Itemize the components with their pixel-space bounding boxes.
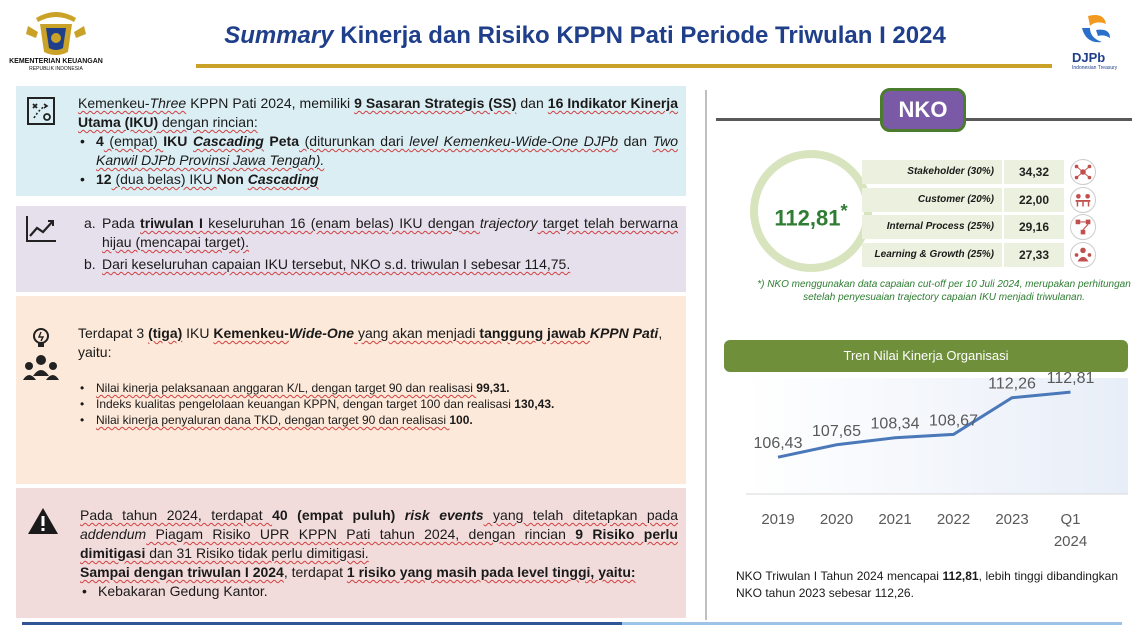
x-tick-label: 2023 [995, 511, 1029, 528]
warning-icon [26, 506, 60, 536]
iku-overview-box [16, 86, 686, 196]
nko-score-footnote-mark: * [840, 200, 848, 221]
list-item [78, 412, 678, 428]
footer-bar-dark [22, 622, 622, 625]
x-tick-label: 2019 [761, 511, 795, 528]
list-item [78, 380, 678, 396]
wide-one-intro [78, 324, 678, 362]
footer-bar-light [622, 622, 1122, 625]
text-fragment: dengan rincian: [158, 114, 258, 130]
text-fragment: Kemenkeu- [78, 95, 150, 111]
data-label: 112,26 [988, 375, 1036, 393]
component-label: Internal Process (25%) [862, 215, 1002, 239]
text-fragment: Indeks kualitas pengelolaan keuangan KPPN, dengan target 100 dan realisasi [96, 397, 515, 411]
nko-component-row [862, 243, 1100, 267]
text-fragment: (diturunkan dari [299, 133, 410, 149]
text-fragment: Pada [102, 215, 141, 231]
text-fragment: level Kemenkeu-Wide-One DJPb [409, 133, 618, 149]
text-fragment: risk events [404, 507, 484, 523]
text-fragment: Piagam Risiko UPR KPPN Pati tahun 2024, dengan rincian [146, 526, 576, 542]
title-underline [196, 64, 1052, 68]
text-fragment: target telah berwarna hijau (mencapai target). [102, 215, 678, 250]
text-fragment: Three [149, 95, 187, 111]
wide-one-box [16, 296, 686, 484]
text-fragment: Dari keseluruhan capaian IKU tersebut, NKO s.d. triwulan I sebesar 114,75. [102, 256, 571, 272]
component-value: 27,33 [1002, 243, 1064, 267]
nko-component-row [862, 215, 1100, 239]
text-fragment: Non [216, 171, 248, 187]
text-fragment: 100. [449, 413, 473, 427]
djpb-logo [1066, 10, 1136, 70]
nko-score-circle [750, 150, 872, 272]
component-label: Learning & Growth (25%) [862, 243, 1002, 267]
network-icon [1070, 159, 1096, 185]
text-fragment: NKO Triwulan I Tahun 2024 mencapai [736, 569, 943, 583]
vertical-divider [705, 90, 707, 620]
text-fragment: yang akan menjadi [354, 325, 480, 341]
nko-component-row [862, 160, 1100, 184]
nko-score [758, 200, 864, 231]
text-fragment: , yaitu: [78, 325, 663, 360]
data-label: 107,65 [812, 422, 861, 440]
text-fragment: dan [516, 95, 548, 111]
strategy-board-icon [26, 96, 56, 126]
data-label: 108,34 [870, 415, 920, 433]
risk-item [80, 582, 678, 601]
text-fragment: Nilai kinerja penyaluran dana TKD, dengan target 90 dan realisasi [96, 413, 450, 427]
text-fragment: Wide-One [288, 325, 355, 341]
process-icon [1070, 214, 1096, 240]
iku-achievement-box [16, 206, 686, 292]
x-tick-label: 2022 [936, 511, 971, 528]
title-main-part: Kinerja dan Risiko KPPN Pati Periode Triwulan I 2024 [333, 22, 946, 49]
text-fragment: Sampai dengan triwulan I 2024 [80, 564, 284, 580]
nko-summary [736, 568, 1118, 602]
text-fragment: Two Kanwil DJPb Provinsi Jawa Tengah). [96, 133, 679, 168]
text-fragment: tanggung jawab [479, 325, 590, 341]
achievement-point-a [84, 214, 678, 252]
text-fragment: Nilai kinerja pelaksanaan anggaran K/L, dengan target 90 dan realisasi [96, 381, 477, 395]
text-fragment: 12 [96, 171, 112, 187]
text-fragment: 1 risiko yang masih pada level tinggi, yaitu: [346, 564, 636, 580]
data-label: 106,43 [753, 435, 803, 453]
risk-box [16, 488, 686, 618]
risk-text [80, 506, 678, 601]
risk-high-level [80, 563, 678, 582]
page-title [110, 22, 1060, 50]
risk-paragraph [80, 506, 678, 563]
chart-title: Tren Nilai Kinerja Organisasi [724, 340, 1128, 372]
djpb-sublabel: Indonesian Treasury [1072, 65, 1118, 71]
nko-trend-chart [724, 370, 1128, 560]
component-value: 22,00 [1002, 188, 1064, 212]
text-fragment: yang telah ditetapkan pada [483, 507, 678, 523]
growth-icon [1070, 242, 1096, 268]
component-label: Stakeholder (30%) [862, 160, 1002, 184]
text-fragment: 9 Risiko perlu dimitigasi [80, 526, 678, 561]
text-fragment: Cascading [193, 133, 264, 149]
component-value: 29,16 [1002, 215, 1064, 239]
nko-component-row [862, 188, 1100, 212]
data-label: 108,67 [929, 412, 978, 430]
text-fragment: 130,43. [514, 397, 555, 411]
text-fragment: (tiga) [148, 325, 183, 341]
text-fragment: KPPN Pati 2024, memiliki [186, 95, 355, 111]
text-fragment: Pada tahun 2024, terdapat [80, 507, 273, 523]
kemenkeu-sublabel: REPUBLIK INDONESIA [29, 66, 83, 72]
text-fragment: IKU [163, 133, 193, 149]
list-marker: b. [84, 256, 96, 272]
iku-overview-text [78, 94, 678, 189]
text-fragment: 40 (empat puluh) [272, 507, 405, 523]
text-fragment: Terdapat 3 [78, 325, 149, 341]
achievement-point-b [84, 255, 678, 274]
text-fragment: dan 31 Risiko tidak perlu dimitigasi. [145, 545, 369, 561]
text-fragment: Cascading [247, 171, 319, 187]
non-cascading-bullet [78, 170, 678, 189]
text-fragment: keseluruhan 16 (enam belas) IKU dengan [202, 215, 480, 231]
component-label: Customer (20%) [862, 188, 1002, 212]
iku-intro-paragraph [78, 94, 678, 132]
iku-achievement-text [84, 214, 678, 274]
text-fragment: triwulan I [140, 215, 203, 231]
list-marker: a. [84, 215, 96, 231]
text-fragment: Peta [263, 133, 300, 149]
text-fragment: addendum [80, 526, 147, 542]
text-fragment: KPPN Pati [589, 325, 659, 341]
text-fragment: 16 Indikator Kinerja Utama (IKU) [78, 95, 678, 130]
text-fragment: 9 Sasaran Strategis (SS) [354, 95, 517, 111]
kemenkeu-logo [8, 8, 104, 72]
text-fragment: , terdapat [283, 564, 347, 580]
wide-one-list [78, 380, 678, 428]
x-tick-label: 2024 [1053, 533, 1088, 550]
kemenkeu-label: KEMENTERIAN KEUANGAN [9, 58, 103, 65]
title-italic-part: Summary [224, 22, 334, 49]
line-trend-icon [24, 214, 58, 244]
x-tick-label: 2020 [819, 511, 854, 528]
nko-footnote: *) NKO menggunakan data capaian cut-off per 10 Juli 2024, merupakan perhitungan setelah penyesuaian trajectory capaian IKU menjadi triwulanan. [757, 279, 1131, 303]
kemenkeu-emblem-icon [8, 8, 104, 58]
text-fragment: Kebakaran Gedung Kantor. [98, 583, 268, 599]
text-fragment: 112,81 [942, 569, 979, 583]
nko-score-value: 112,81 [774, 205, 841, 231]
customers-icon [1070, 187, 1096, 213]
list-item [78, 396, 678, 412]
text-fragment: (dua belas) IKU [111, 171, 217, 187]
data-label: 112,81 [1046, 370, 1095, 388]
wide-one-text [78, 324, 678, 428]
djpb-emblem-icon [1066, 10, 1126, 50]
text-fragment: trajectory [479, 215, 538, 231]
text-fragment: IKU [182, 325, 214, 341]
text-fragment: 99,31. [476, 381, 510, 395]
x-tick-label: Q1 [1060, 511, 1081, 528]
nko-badge: NKO [880, 88, 966, 132]
djpb-label: DJPb [1072, 50, 1106, 65]
cascading-bullet [78, 132, 678, 170]
text-fragment: Kemenkeu- [213, 325, 289, 341]
text-fragment: 4 [96, 133, 104, 149]
team-idea-icon [22, 326, 60, 390]
text-fragment: dan [618, 133, 653, 149]
text-fragment: (empat) [103, 133, 164, 149]
x-tick-label: 2021 [878, 511, 912, 528]
text-fragment: , lebih tinggi dibandingkan NKO tahun 2023 sebesar 112,26. [736, 569, 1118, 600]
component-value: 34,32 [1002, 160, 1064, 184]
